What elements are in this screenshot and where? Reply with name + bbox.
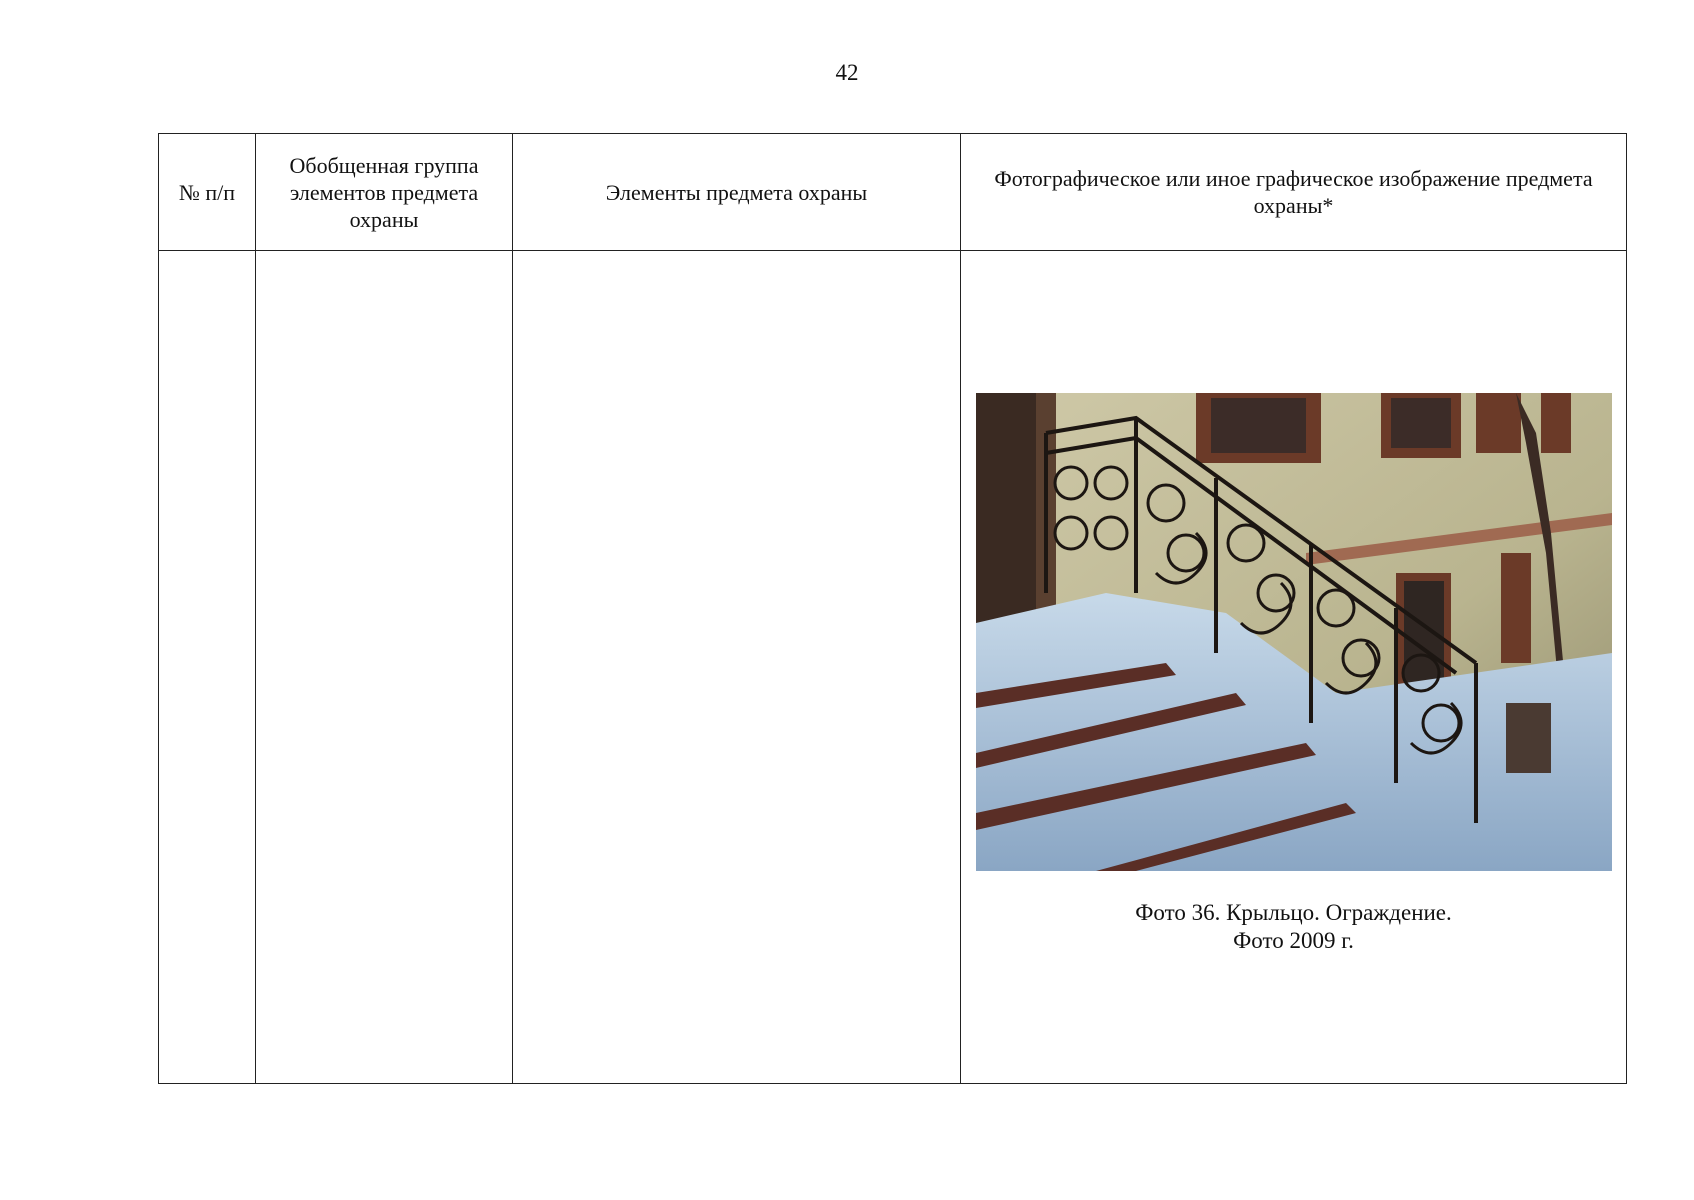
cell-elements (513, 251, 961, 1084)
cell-number (159, 251, 256, 1084)
header-group: Обобщенная группа элементов предмета охраны (256, 134, 513, 251)
table-row (159, 251, 1627, 1084)
page-number: 42 (835, 60, 859, 85)
photo-caption-line2: Фото 2009 г. (1233, 928, 1354, 953)
photo-caption (961, 899, 1626, 955)
porch-railing-photo (976, 393, 1612, 871)
cell-photo (961, 251, 1627, 1084)
heritage-table (158, 133, 1627, 1084)
header-image: Фотографическое или иное графическое изображение предмета охраны* (961, 134, 1627, 251)
cell-group (256, 251, 513, 1084)
table-header-row (159, 134, 1627, 251)
photo-caption-line1: Фото 36. Крыльцо. Ограждение. (1135, 900, 1452, 925)
header-number: № п/п (159, 134, 256, 251)
header-elements: Элементы предмета охраны (513, 134, 961, 251)
porch-railing-photo-drawing (976, 393, 1612, 871)
